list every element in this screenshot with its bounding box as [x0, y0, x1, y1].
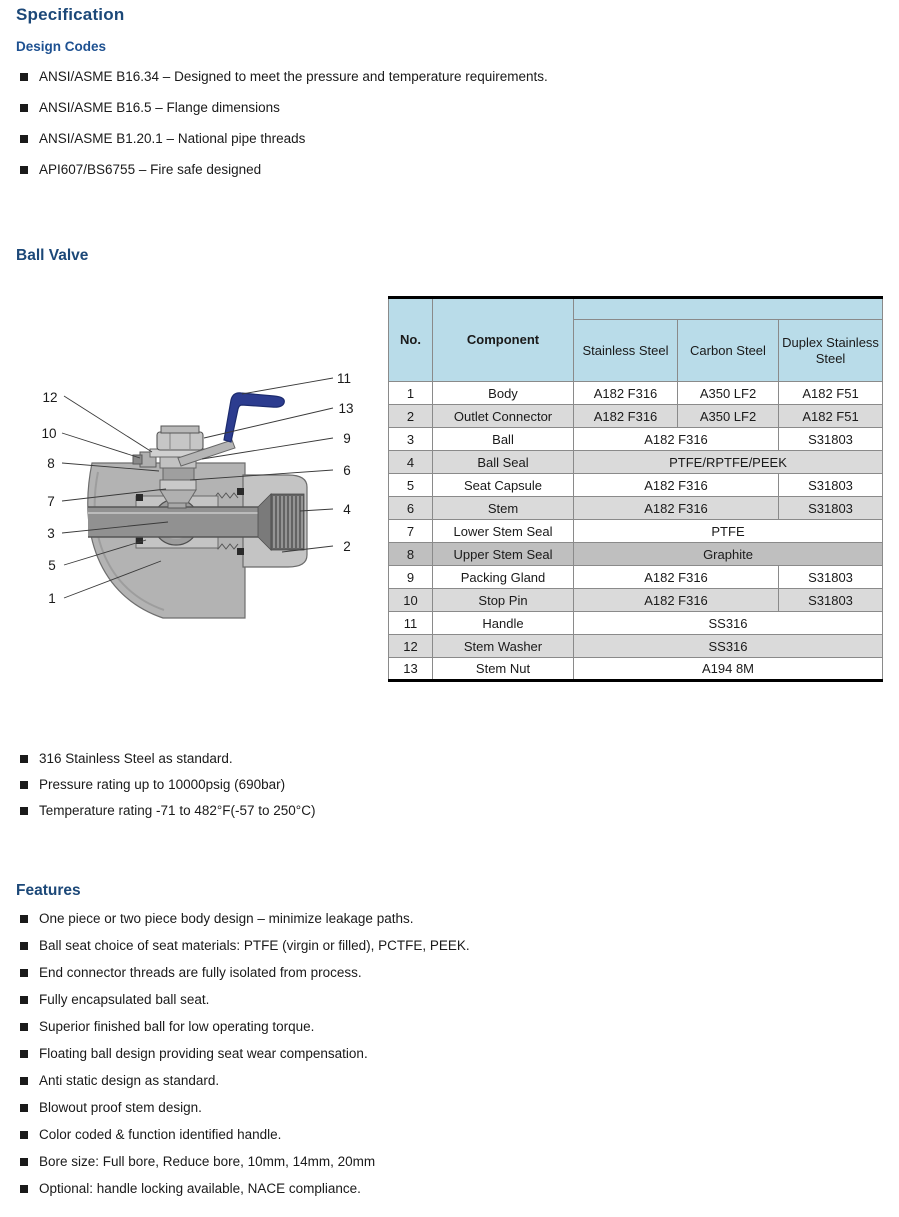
list-item [20, 1126, 720, 1144]
list-item [20, 1180, 720, 1198]
list-item [20, 750, 620, 768]
bullet-square-icon [20, 942, 28, 950]
retainer-square [237, 548, 244, 555]
cell-component: Body [433, 382, 574, 405]
cell-no: 13 [389, 658, 433, 681]
cell-material: A182 F316 [574, 382, 678, 405]
cell-material: A182 F316 [574, 497, 779, 520]
valve-packing [163, 468, 194, 480]
list-item-text: Ball seat choice of seat materials: PTFE (virgin or filled), PCTFE, PEEK. [39, 938, 470, 953]
list-item-text: One piece or two piece body design – minimize leakage paths. [39, 911, 414, 926]
cell-material: A350 LF2 [678, 405, 779, 428]
cell-material: A182 F316 [574, 566, 779, 589]
callout-label: 10 [41, 426, 57, 441]
list-item-text: Blowout proof stem design. [39, 1100, 202, 1115]
list-item-text: ANSI/ASME B16.34 – Designed to meet the pressure and temperature requirements. [39, 69, 548, 84]
callout-label: 3 [47, 526, 55, 541]
bullet-square-icon [20, 1023, 28, 1031]
cell-component: Packing Gland [433, 566, 574, 589]
list-item-text: Color coded & function identified handle. [39, 1127, 282, 1142]
cell-component: Ball Seal [433, 451, 574, 474]
list-item [20, 1072, 720, 1090]
bullet-square-icon [20, 969, 28, 977]
bullet-square-icon [20, 807, 28, 815]
features-heading: Features [16, 882, 81, 899]
bullet-square-icon [20, 1050, 28, 1058]
bullet-square-icon [20, 104, 28, 112]
table-header-row [389, 298, 883, 320]
valve-stem-nut [157, 432, 203, 450]
bullet-square-icon [20, 915, 28, 923]
cell-no: 2 [389, 405, 433, 428]
valve-packing [160, 480, 196, 490]
cell-component: Outlet Connector [433, 405, 574, 428]
ball-valve-heading: Ball Valve [16, 247, 89, 264]
list-item-text: API607/BS6755 – Fire safe designed [39, 162, 262, 177]
cell-no: 7 [389, 520, 433, 543]
component-material-table [388, 296, 883, 682]
cell-no: 6 [389, 497, 433, 520]
bullet-square-icon [20, 1131, 28, 1139]
column-header-duplex-stainless-steel: Duplex Stainless Steel [779, 320, 883, 382]
cell-material: A194 8M [574, 658, 883, 681]
bullet-square-icon [20, 1158, 28, 1166]
cell-component: Ball [433, 428, 574, 451]
list-item-text: End connector threads are fully isolated from process. [39, 965, 362, 980]
valve-bore [88, 507, 258, 537]
bullet-square-icon [20, 73, 28, 81]
list-item [20, 776, 620, 794]
cell-material: S31803 [779, 589, 883, 612]
cell-material: S31803 [779, 497, 883, 520]
table-row [389, 474, 883, 497]
cell-material: PTFE/RPTFE/PEEK [574, 451, 883, 474]
callout-label: 7 [47, 494, 55, 509]
cell-component: Stop Pin [433, 589, 574, 612]
cell-component: Lower Stem Seal [433, 520, 574, 543]
callout-label: 9 [343, 431, 351, 446]
list-item-text: Temperature rating -71 to 482°F(-57 to 250°C) [39, 803, 316, 818]
list-item-text: Fully encapsulated ball seat. [39, 992, 210, 1007]
list-item [20, 1153, 720, 1171]
list-item-text: Optional: handle locking available, NACE compliance. [39, 1181, 361, 1196]
list-item [20, 161, 740, 179]
cell-component: Stem [433, 497, 574, 520]
page-title: Specification [16, 5, 125, 24]
table-row [389, 612, 883, 635]
list-item-text: 316 Stainless Steel as standard. [39, 751, 233, 766]
cell-material: Graphite [574, 543, 883, 566]
bullet-square-icon [20, 781, 28, 789]
cell-component: Stem Nut [433, 658, 574, 681]
column-header-no: No. [389, 298, 433, 382]
list-item [20, 964, 720, 982]
cell-material: S31803 [779, 474, 883, 497]
column-header-stainless-steel: Stainless Steel [574, 320, 678, 382]
callout-label: 11 [336, 371, 352, 386]
callout-label: 5 [48, 558, 56, 573]
table-row [389, 589, 883, 612]
retainer-square [237, 488, 244, 495]
cell-component: Upper Stem Seal [433, 543, 574, 566]
list-item [20, 991, 720, 1009]
cell-material: SS316 [574, 635, 883, 658]
cell-no: 5 [389, 474, 433, 497]
cell-no: 3 [389, 428, 433, 451]
list-item-text: Pressure rating up to 10000psig (690bar) [39, 777, 286, 792]
cell-material: SS316 [574, 612, 883, 635]
list-item-text: Floating ball design providing seat wear compensation. [39, 1046, 368, 1061]
table-row [389, 382, 883, 405]
ball-valve-diagram [28, 356, 368, 648]
cell-no: 12 [389, 635, 433, 658]
bullet-square-icon [20, 996, 28, 1004]
list-item [20, 1018, 720, 1036]
cell-material: S31803 [779, 428, 883, 451]
cell-material: A182 F316 [574, 405, 678, 428]
callout-label: 13 [338, 401, 354, 416]
table-row [389, 451, 883, 474]
list-item [20, 68, 740, 86]
material-notes-list [20, 750, 620, 828]
design-codes-list [20, 68, 740, 192]
callout-label: 2 [343, 539, 351, 554]
cell-component: Stem Washer [433, 635, 574, 658]
cell-material: A182 F316 [574, 589, 779, 612]
cell-material: A182 F316 [574, 474, 779, 497]
table-row [389, 543, 883, 566]
valve-handle-grip [224, 393, 284, 442]
table-row [389, 497, 883, 520]
bullet-square-icon [20, 135, 28, 143]
cell-component: Seat Capsule [433, 474, 574, 497]
callout-label: 4 [343, 502, 351, 517]
valve-threads [271, 494, 304, 550]
cell-material: PTFE [574, 520, 883, 543]
table-row [389, 635, 883, 658]
cell-no: 4 [389, 451, 433, 474]
cell-material: A350 LF2 [678, 382, 779, 405]
cell-material: S31803 [779, 566, 883, 589]
list-item [20, 1099, 720, 1117]
list-item-text: ANSI/ASME B16.5 – Flange dimensions [39, 100, 280, 115]
callout-label: 1 [48, 591, 56, 606]
callout-label: 12 [42, 390, 58, 405]
list-item [20, 910, 720, 928]
bullet-square-icon [20, 755, 28, 763]
list-item-text: Superior finished ball for low operating torque. [39, 1019, 315, 1034]
design-codes-heading: Design Codes [16, 39, 107, 54]
table-row [389, 520, 883, 543]
list-item-text: Anti static design as standard. [39, 1073, 220, 1088]
cell-no: 11 [389, 612, 433, 635]
materials-header-spacer [574, 298, 883, 320]
callout-label: 6 [343, 463, 351, 478]
cell-no: 9 [389, 566, 433, 589]
bullet-square-icon [20, 166, 28, 174]
cell-material: A182 F51 [779, 405, 883, 428]
column-header-component: Component [433, 298, 574, 382]
bullet-square-icon [20, 1185, 28, 1193]
cell-material: A182 F51 [779, 382, 883, 405]
list-item [20, 937, 720, 955]
valve-nut-washer [161, 426, 199, 433]
cell-component: Handle [433, 612, 574, 635]
list-item-text: Bore size: Full bore, Reduce bore, 10mm, 14mm, 20mm [39, 1154, 376, 1169]
table-row [389, 428, 883, 451]
table-row [389, 566, 883, 589]
list-item [20, 802, 620, 820]
bullet-square-icon [20, 1104, 28, 1112]
cell-no: 1 [389, 382, 433, 405]
bullet-square-icon [20, 1077, 28, 1085]
features-list [20, 910, 720, 1207]
list-item [20, 130, 740, 148]
list-item [20, 1045, 720, 1063]
callout-label: 8 [47, 456, 55, 471]
cell-material: A182 F316 [574, 428, 779, 451]
list-item [20, 99, 740, 117]
table-row [389, 658, 883, 681]
cell-no: 8 [389, 543, 433, 566]
table-row [389, 405, 883, 428]
column-header-carbon-steel: Carbon Steel [678, 320, 779, 382]
list-item-text: ANSI/ASME B1.20.1 – National pipe threads [39, 131, 306, 146]
retainer-square [136, 494, 143, 501]
cell-no: 10 [389, 589, 433, 612]
